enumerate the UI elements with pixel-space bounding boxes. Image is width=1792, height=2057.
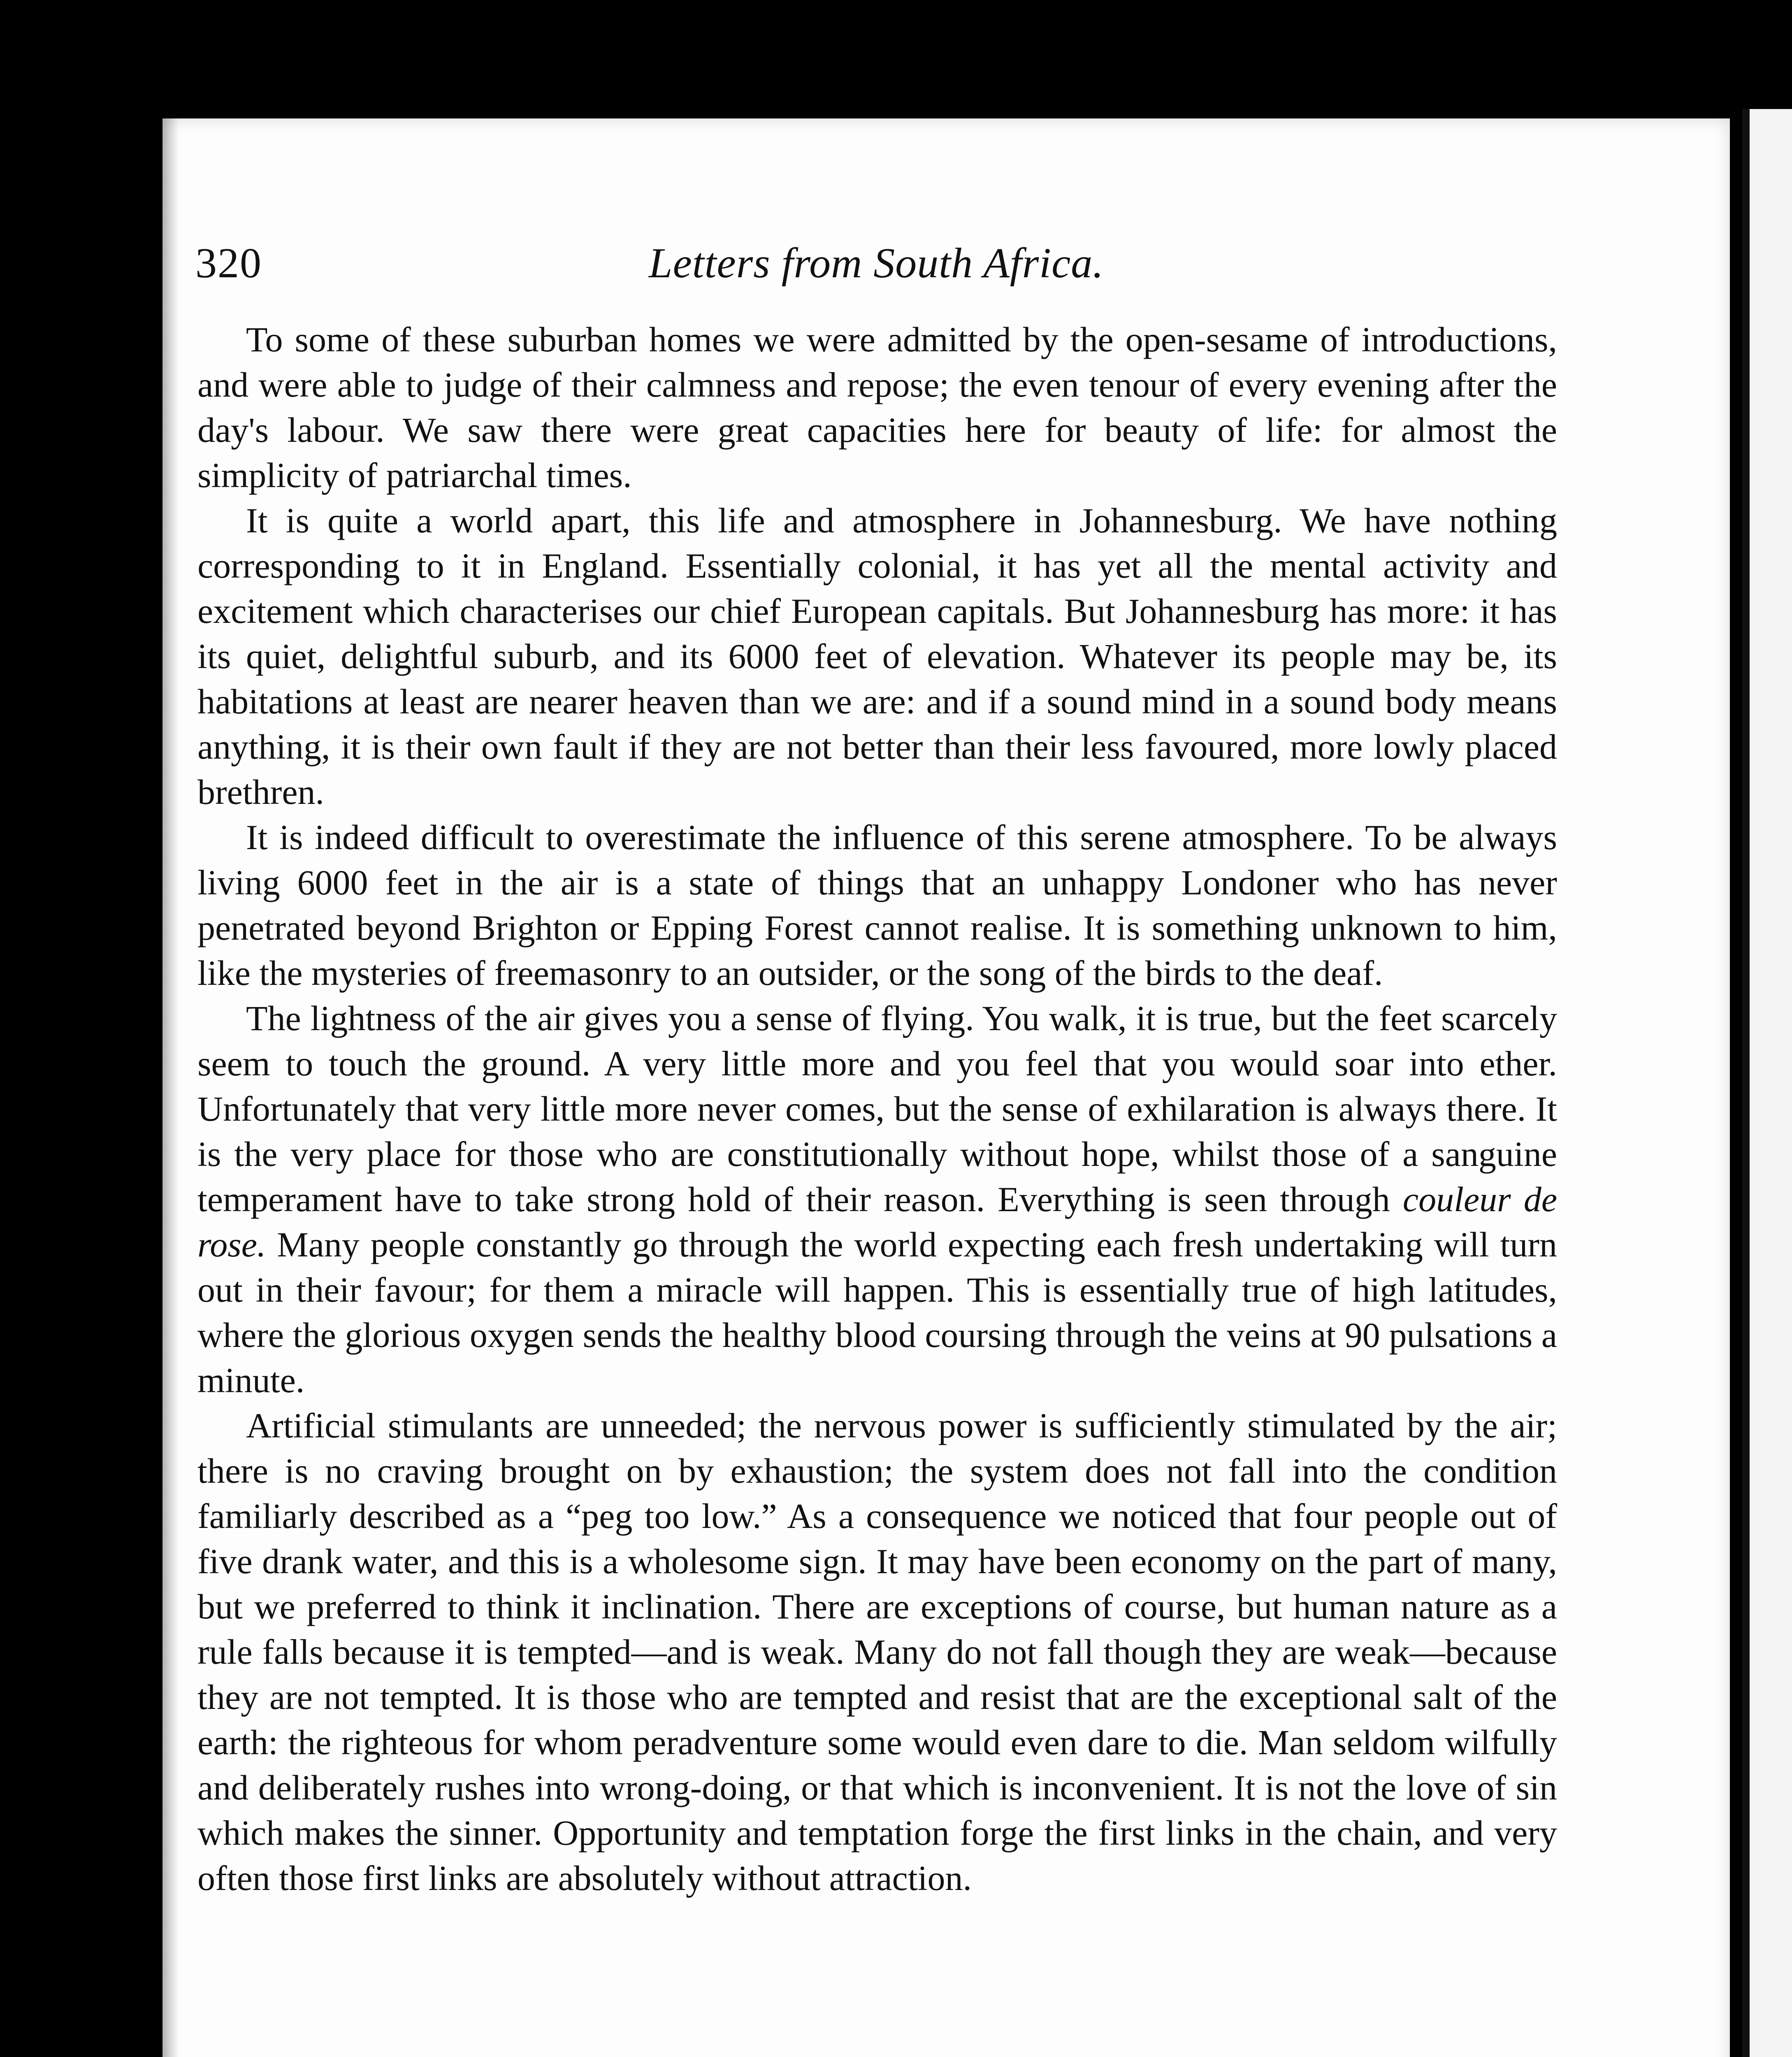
page-number: 320 — [195, 239, 262, 287]
paragraph-suburban-homes: To some of these suburban homes we were admitted by the open-sesame of introductions, and were able to judge of their calmness and repose; the even tenour of every evening after the day's labour. We saw there were great capacities here for beauty of life: for almost the simplicity of patriarchal times. — [197, 320, 1557, 495]
page-body — [197, 317, 1557, 1901]
running-title: Letters from South Africa. — [648, 239, 1104, 287]
adjacent-page-edge — [1742, 109, 1792, 2057]
paragraph-artificial-stimulants: Artificial stimulants are unneeded; the nervous power is sufficiently stimulated by the air; there is no craving brought on by exhaustion; the system does not fall into the condition familiarly described as a “peg too low.” As a consequence we noticed that four people out of five drank water, and this is a wholesome sign. It may have been economy on the part of many, but we preferred to think it inclination. There are exceptions of course, but human nature as a rule falls because it is tempted—and is weak. Many do not fall though they are weak—because they are not tempted. It is those who are tempted and resist that are the exceptional salt of the earth: the righteous for whom peradventure some would even dare to die. Man seldom wilfully and deliberately rushes into wrong-doing, or that which is inconvenient. It is not the love of sin which makes the sinner. Opportunity and temptation forge the first links in the chain, and very often those first links are absolutely without attraction. — [197, 1406, 1557, 1898]
paragraph-johannesburg-atmosphere: It is quite a world apart, this life and atmosphere in Johannesburg. We have nothing corresponding to it in England. Essentially colonial, it has yet all the mental activity and excitement which characterises our chief European capitals. But Johannesburg has more: it has its quiet, delightful suburb, and its 6000 feet of elevation. Whatever its people may be, its habitations at least are nearer heaven than we are: and if a sound mind in a sound body means anything, it is their own fault if they are not better than their less favoured, more lowly placed brethren. — [197, 501, 1557, 812]
paragraph-lightness-of-air — [197, 996, 1557, 1403]
paragraph-text-segment: The lightness of the air gives you a sense of flying. You walk, it is true, but the feet scarcely seem to touch the ground. A very little more and you feel that you would soar into ether. Unfortunately that very little more never comes, but the sense of exhilaration is always there. It is the very place for those who are constitutionally without hope, whilst those of a sanguine temperament have to take strong hold of their reason. Everything is seen through — [197, 998, 1557, 1219]
paragraph-text-segment: Many people constantly go through the world expecting each fresh undertaking will turn out in their favour; for them a miracle will happen. This is essentially true of high latitudes, where the glorious oxygen sends the healthy blood coursing through the veins at 90 pulsations a minute. — [197, 1225, 1557, 1400]
page-header — [195, 239, 1557, 300]
paragraph-serene-atmosphere: It is indeed difficult to overestimate the influence of this serene atmosphere. To be always living 6000 feet in the air is a state of things that an unhappy Londoner who has never penetrated beyond Brighton or Epping Forest cannot realise. It is something unknown to him, like the mysteries of freemasonry to an outsider, or the song of the birds to the deaf. — [197, 817, 1557, 993]
italic-phrase: couleur de rose. — [197, 1179, 1557, 1264]
